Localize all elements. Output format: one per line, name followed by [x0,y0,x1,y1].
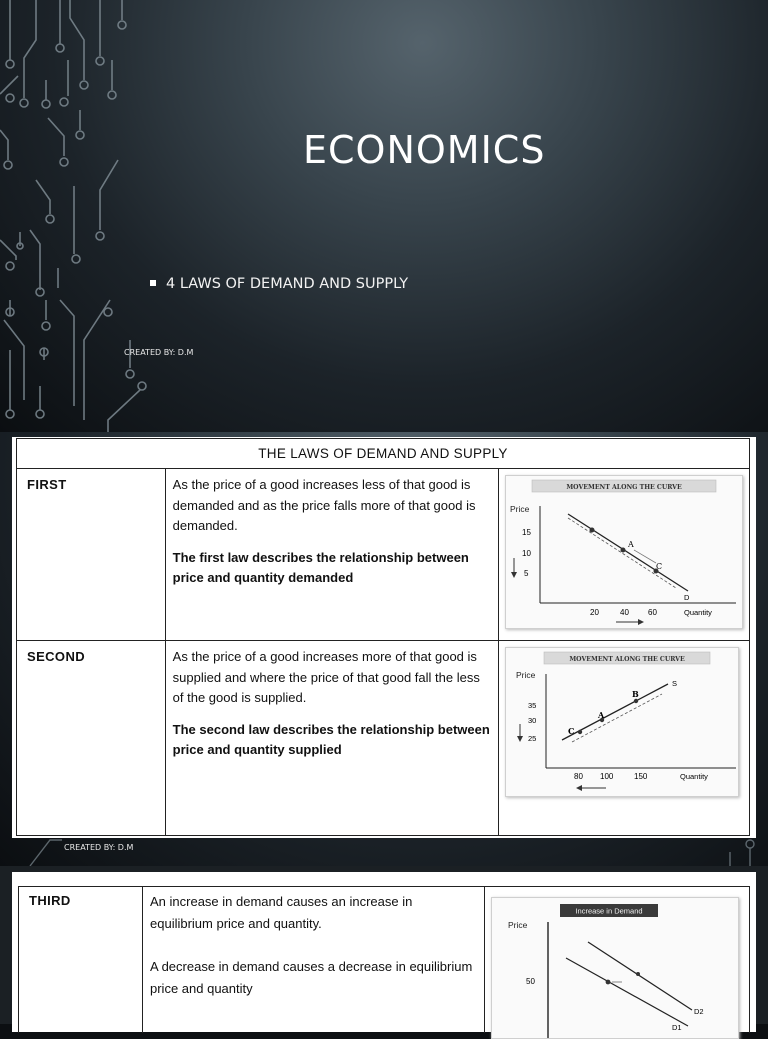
demand-x-axis-label: Quantity [684,608,712,617]
supply-x-tick: 100 [600,772,614,781]
supply-curve-label: S [672,679,678,688]
demand-y-axis-label: Price [510,504,530,514]
bullet-text: 4 LAWS OF DEMAND AND SUPPLY [166,276,409,292]
curve-label-d1: D1 [672,1023,682,1032]
second-law-statement: As the price of a good increases more of that good is supplied and where the price of that good fall the less of the good is supplied. [172,649,480,705]
demand-x-tick: 60 [648,608,657,617]
demand-curve-label: D [684,593,690,602]
supply-point-label: B [632,689,639,699]
increase-demand-graph [491,897,737,1037]
table-title: THE LAWS OF DEMAND AND SUPPLY [17,439,750,469]
curve-label-d2: D2 [694,1007,704,1016]
demand-graph [505,475,743,629]
demand-x-tick: 40 [620,608,629,617]
supply-point-label: C [568,726,575,736]
demand-graph-title: MOVEMENT ALONG THE CURVE [566,484,682,491]
slide-title: ECONOMICS [303,128,546,172]
increase-demand-y-label: Price [508,920,528,930]
laws-slide [0,432,768,866]
first-law-statement: As the price of a good increases less of that good is demanded and as the price falls more of that good is demanded. [172,477,476,533]
supply-x-tick: 80 [574,772,583,781]
increase-demand-y-tick: 50 [526,977,535,986]
third-law-increase: An increase in demand causes an increase in equilibrium price and quantity. [150,894,413,931]
demand-y-tick: 15 [522,528,531,537]
row-description-second [165,641,498,836]
demand-x-tick: 20 [590,608,599,617]
laws-table [16,438,750,836]
third-law-slide [0,866,768,1032]
supply-y-axis-label: Price [516,670,536,680]
first-law-summary: The first law describes the relationship between price and quantity demanded [172,549,469,585]
supply-point-label: A [598,710,605,720]
supply-x-axis-label: Quantity [680,772,708,781]
increase-demand-title: Increase in Demand [575,906,643,916]
supply-y-tick: 30 [528,716,537,725]
laws-table-panel [12,437,756,838]
bullet-square-icon [150,280,156,286]
second-law-summary: The second law describes the relationship between price and quantity supplied [172,721,490,757]
demand-y-tick: 10 [522,549,531,558]
demand-point-label: A [628,540,634,549]
third-law-decrease: A decrease in demand causes a decrease in equilibrium price and quantity [150,959,473,996]
demand-y-tick: 5 [524,569,529,578]
supply-x-tick: 150 [634,772,648,781]
circuit-decoration [0,0,200,432]
graph-cell-second [499,641,750,836]
third-law-panel [12,872,756,1032]
title-slide [0,0,768,432]
row-description-first [165,469,498,641]
supply-graph-title: MOVEMENT ALONG THE CURVE [569,656,685,663]
bullet-item [150,276,408,292]
created-by-label: CREATED BY: D.M [64,843,134,852]
graph-cell-first [499,469,750,641]
row-label-third: THIRD [29,893,71,908]
supply-graph [505,647,739,797]
supply-y-tick: 25 [528,734,537,743]
row-label-first: FIRST [17,469,166,641]
supply-y-tick: 35 [528,701,537,710]
demand-point-label: C [656,562,663,571]
row-label-second: SECOND [17,641,166,836]
created-by-label: CREATED BY: D.M [124,348,194,357]
